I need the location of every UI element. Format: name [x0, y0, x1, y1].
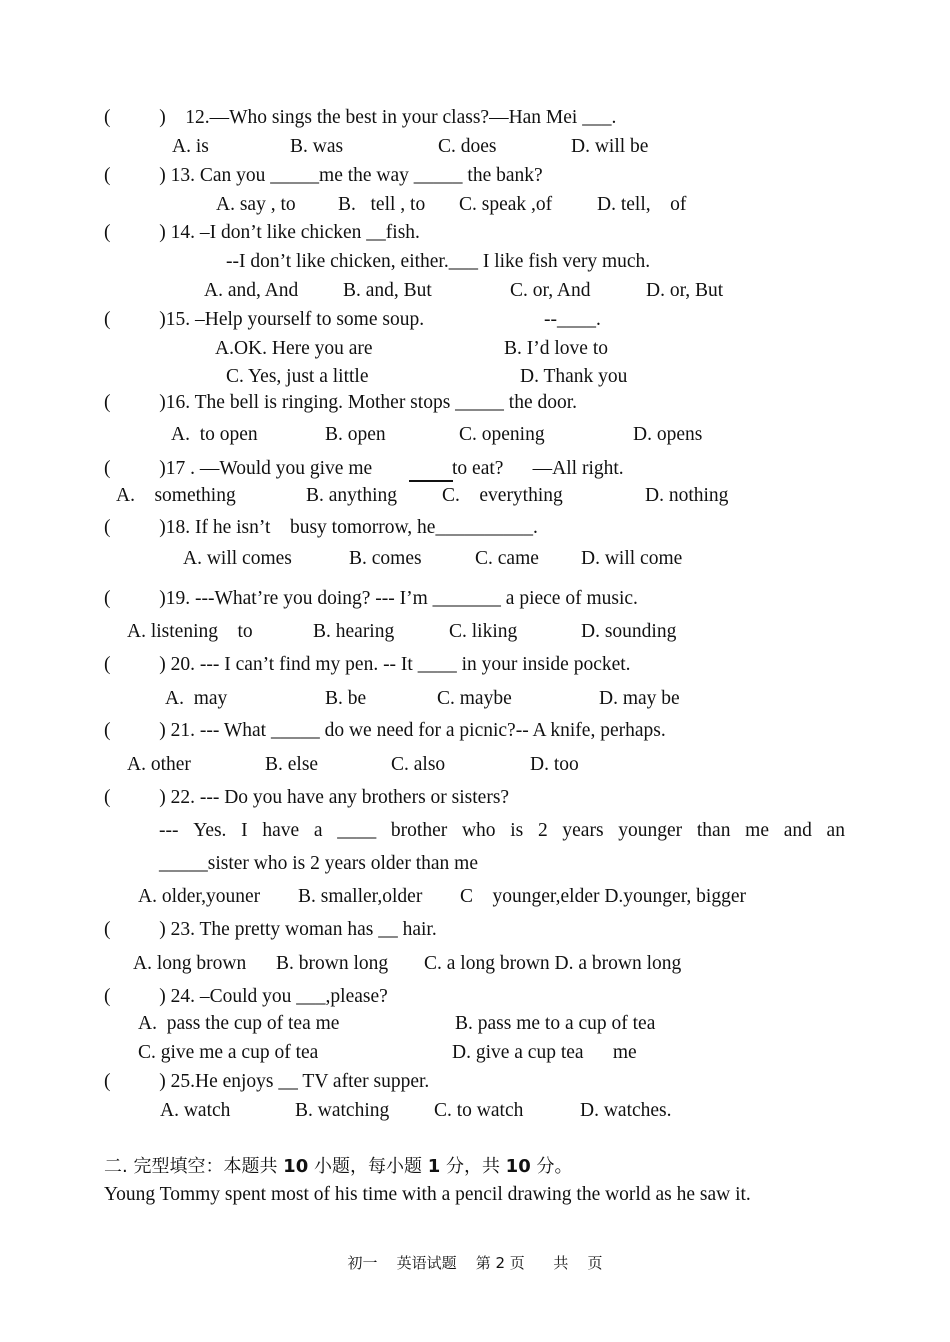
option-c: C. maybe [437, 688, 512, 709]
option-a: A. pass the cup of tea me [138, 1013, 340, 1034]
option-c: C. also [391, 754, 446, 775]
option-a: A. to open [171, 424, 258, 445]
reply-word: ____ [337, 820, 377, 841]
option-b: B. smaller,older [298, 886, 423, 907]
option-c: C. came [475, 548, 539, 569]
reply-word: have [262, 820, 300, 841]
option-b: B. was [290, 136, 344, 157]
option-a: A. say , to [216, 194, 296, 215]
option-a: A. older,youner [138, 886, 261, 907]
option-b: B. else [265, 754, 319, 775]
option-c: C. does [438, 136, 497, 157]
option-b: B. I’d love to [504, 338, 608, 359]
section-2-heading: 二. 完型填空：本题共 10 小题，每小题 1 分，共 10 分。 [104, 1156, 573, 1177]
option-c: C. or, And [510, 280, 591, 301]
option-a: A. something [116, 485, 236, 506]
reply-word: me [745, 820, 769, 841]
question-25-stem: ( ) 25.He enjoys __ TV after supper. [104, 1071, 430, 1092]
option-d: D. too [530, 754, 579, 775]
reply-word: who [461, 820, 496, 841]
option-d: D. nothing [645, 485, 729, 506]
reply-word: --- [159, 820, 179, 841]
reply-word: Yes. [193, 820, 227, 841]
option-d: D. give a cup tea me [452, 1042, 637, 1063]
reply-word: I [241, 820, 248, 841]
option-a: A. is [172, 136, 209, 157]
option-c-d: C younger,elder D.younger, bigger [460, 886, 746, 907]
option-a: A. will comes [183, 548, 292, 569]
option-c: C. everything [442, 485, 563, 506]
question-24-stem: ( ) 24. –Could you ___,please? [104, 986, 388, 1007]
option-c: C. give me a cup of tea [138, 1042, 319, 1063]
question-15-stem: ( )15. –Help yourself to some soup. [104, 309, 425, 330]
reply-word: 2 [537, 820, 548, 841]
option-b: B. tell , to [338, 194, 426, 215]
reply-word: younger [618, 820, 683, 841]
option-d: D. or, But [646, 280, 724, 301]
option-b: B. hearing [313, 621, 395, 642]
option-d: D. watches. [580, 1100, 672, 1121]
option-c: C. liking [449, 621, 518, 642]
option-d: D. Thank you [520, 366, 628, 387]
option-c-d: C. a long brown D. a brown long [424, 953, 682, 974]
option-a: A. listening to [127, 621, 253, 642]
question-14-reply: --I don’t like chicken, either.___ I like fish very much. [226, 251, 651, 272]
option-d: D. tell, of [597, 194, 687, 215]
option-b: B. watching [295, 1100, 390, 1121]
reply-word: a [313, 820, 323, 841]
option-b: B. anything [306, 485, 397, 506]
question-19-stem: ( )19. ---What’re you doing? --- I’m _______ a piece of music. [104, 588, 638, 609]
option-a: A. other [127, 754, 191, 775]
passage-first-line: Young Tommy spent most of his time with a pencil drawing the world as he saw it. [104, 1184, 751, 1205]
option-d: D. will come [581, 548, 683, 569]
question-21-stem: ( ) 21. --- What _____ do we need for a picnic?-- A knife, perhaps. [104, 720, 666, 741]
option-a: A. long brown [133, 953, 247, 974]
answer-blank [409, 480, 453, 482]
option-c: C. speak ,of [459, 194, 553, 215]
reply-word: years [562, 820, 604, 841]
option-b: B. comes [349, 548, 422, 569]
question-16-stem: ( )16. The bell is ringing. Mother stops _____ the door. [104, 392, 578, 413]
reply-word: than [696, 820, 731, 841]
option-d: D. may be [599, 688, 680, 709]
question-12-stem: ( ) 12.—Who sings the best in your class?—Han Mei ___. [104, 107, 617, 128]
option-b: B. and, But [343, 280, 432, 301]
question-14-stem: ( ) 14. –I don’t like chicken __fish. [104, 222, 420, 243]
question-22-reply-line-1 [159, 819, 845, 843]
question-22-reply-line-2: _____sister who is 2 years older than me [159, 853, 478, 874]
option-d: D. will be [571, 136, 649, 157]
option-a: A. and, And [204, 280, 299, 301]
question-18-stem: ( )18. If he isn’t busy tomorrow, he__________. [104, 517, 538, 538]
option-d: D. sounding [581, 621, 677, 642]
reply-word: brother [390, 820, 448, 841]
option-a: A. watch [160, 1100, 231, 1121]
option-a: A. may [165, 688, 228, 709]
question-22-stem: ( ) 22. --- Do you have any brothers or sisters? [104, 787, 510, 808]
option-c: C. to watch [434, 1100, 524, 1121]
option-b: B. be [325, 688, 367, 709]
question-15-reply: --____. [544, 309, 601, 330]
question-23-stem: ( ) 23. The pretty woman has __ hair. [104, 919, 437, 940]
question-13-stem: ( ) 13. Can you _____me the way _____ the bank? [104, 165, 543, 186]
option-b: B. pass me to a cup of tea [455, 1013, 656, 1034]
question-17-stem-end: to eat? —All right. [452, 458, 624, 479]
reply-word: and [783, 820, 812, 841]
option-c: C. opening [459, 424, 545, 445]
question-17-stem: ( )17 . —Would you give me [104, 458, 373, 479]
reply-word: an [826, 820, 845, 841]
reply-word: is [510, 820, 524, 841]
option-c: C. Yes, just a little [226, 366, 369, 387]
question-20-stem: ( ) 20. --- I can’t find my pen. -- It ____ in your inside pocket. [104, 654, 631, 675]
option-d: D. opens [633, 424, 703, 445]
option-b: B. brown long [276, 953, 389, 974]
option-a: A.OK. Here you are [215, 338, 373, 359]
option-b: B. open [325, 424, 386, 445]
page-footer: 初一 英语试题 第 2 页 共 页 [347, 1254, 603, 1272]
